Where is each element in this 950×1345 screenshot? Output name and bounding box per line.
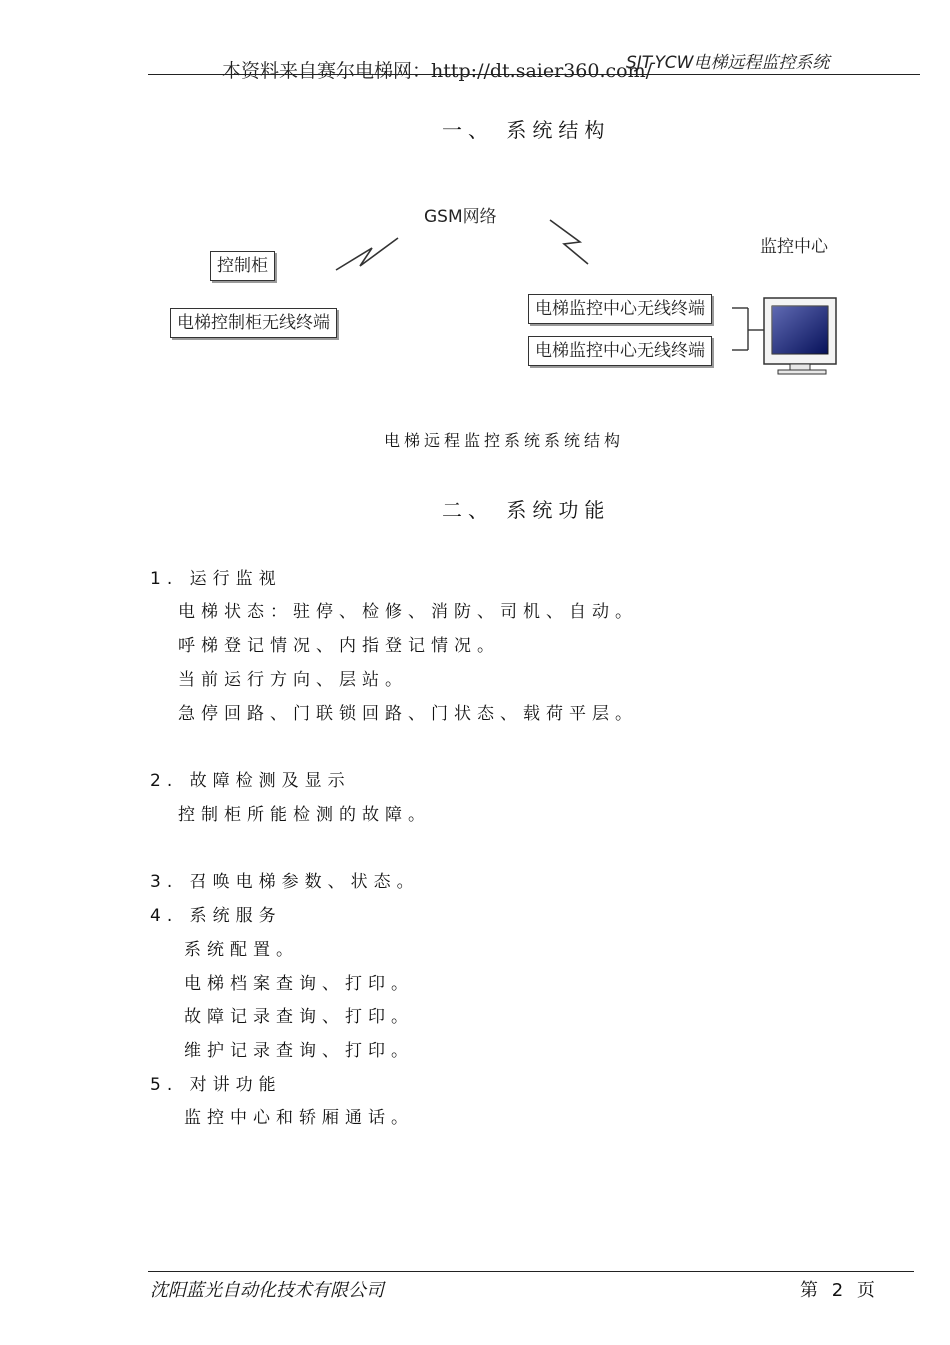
item-1-title: 1. 运行监视 <box>150 569 282 589</box>
item-4-title: 4. 系统服务 <box>150 906 282 926</box>
item-5-line-1: 监控中心和轿厢通话。 <box>184 1108 414 1128</box>
section-heading-structure: 一、 系统结构 <box>442 118 611 142</box>
system-structure-diagram <box>160 190 860 390</box>
header-divider <box>148 74 920 75</box>
footer-company-name: 沈阳蓝光自动化技术有限公司 <box>150 1280 384 1301</box>
item-1-line-3: 当前运行方向、层站。 <box>178 670 408 690</box>
item-5-title: 5. 对讲功能 <box>150 1075 282 1095</box>
item-1-line-2: 呼梯登记情况、内指登记情况。 <box>178 636 500 656</box>
document-header-title: SJT-YCW电梯远程监控系统 <box>626 53 830 73</box>
footer-divider <box>148 1271 914 1272</box>
footer-page-number: 第 2 页 <box>800 1280 879 1301</box>
item-3-title: 3. 召唤电梯参数、状态。 <box>150 872 420 892</box>
monitoring-center-label: 监控中心 <box>760 237 828 257</box>
center-wireless-terminal-2-box: 电梯监控中心无线终端 <box>528 336 712 366</box>
diagram-caption: 电梯远程监控系统系统结构 <box>384 431 625 450</box>
section-heading-functions: 二、 系统功能 <box>442 498 611 522</box>
cabinet-wireless-terminal-box: 电梯控制柜无线终端 <box>170 308 337 338</box>
item-4-line-3: 故障记录查询、打印。 <box>184 1007 414 1027</box>
item-4-line-2: 电梯档案查询、打印。 <box>184 974 414 994</box>
diagram-lines <box>160 190 860 390</box>
item-1-line-4: 急停回路、门联锁回路、门状态、载荷平层。 <box>178 704 638 724</box>
item-4-line-4: 维护记录查询、打印。 <box>184 1041 414 1061</box>
left-wireless-link-icon <box>336 238 398 270</box>
item-1-line-1: 电梯状态：驻停、检修、消防、司机、自动。 <box>178 602 638 622</box>
control-cabinet-box: 控制柜 <box>210 251 275 281</box>
monitor-computer-icon <box>764 298 836 374</box>
item-4-line-1: 系统配置。 <box>184 940 299 960</box>
center-wireless-terminal-1-box: 电梯监控中心无线终端 <box>528 294 712 324</box>
gsm-network-label: GSM网络 <box>424 207 497 227</box>
item-2-line-1: 控制柜所能检测的故障。 <box>178 805 431 825</box>
item-2-title: 2. 故障检测及显示 <box>150 771 351 791</box>
right-wireless-link-icon <box>550 220 588 264</box>
source-watermark-note: 本资料来自赛尔电梯网：http://dt.saier360.com/ <box>222 60 652 82</box>
